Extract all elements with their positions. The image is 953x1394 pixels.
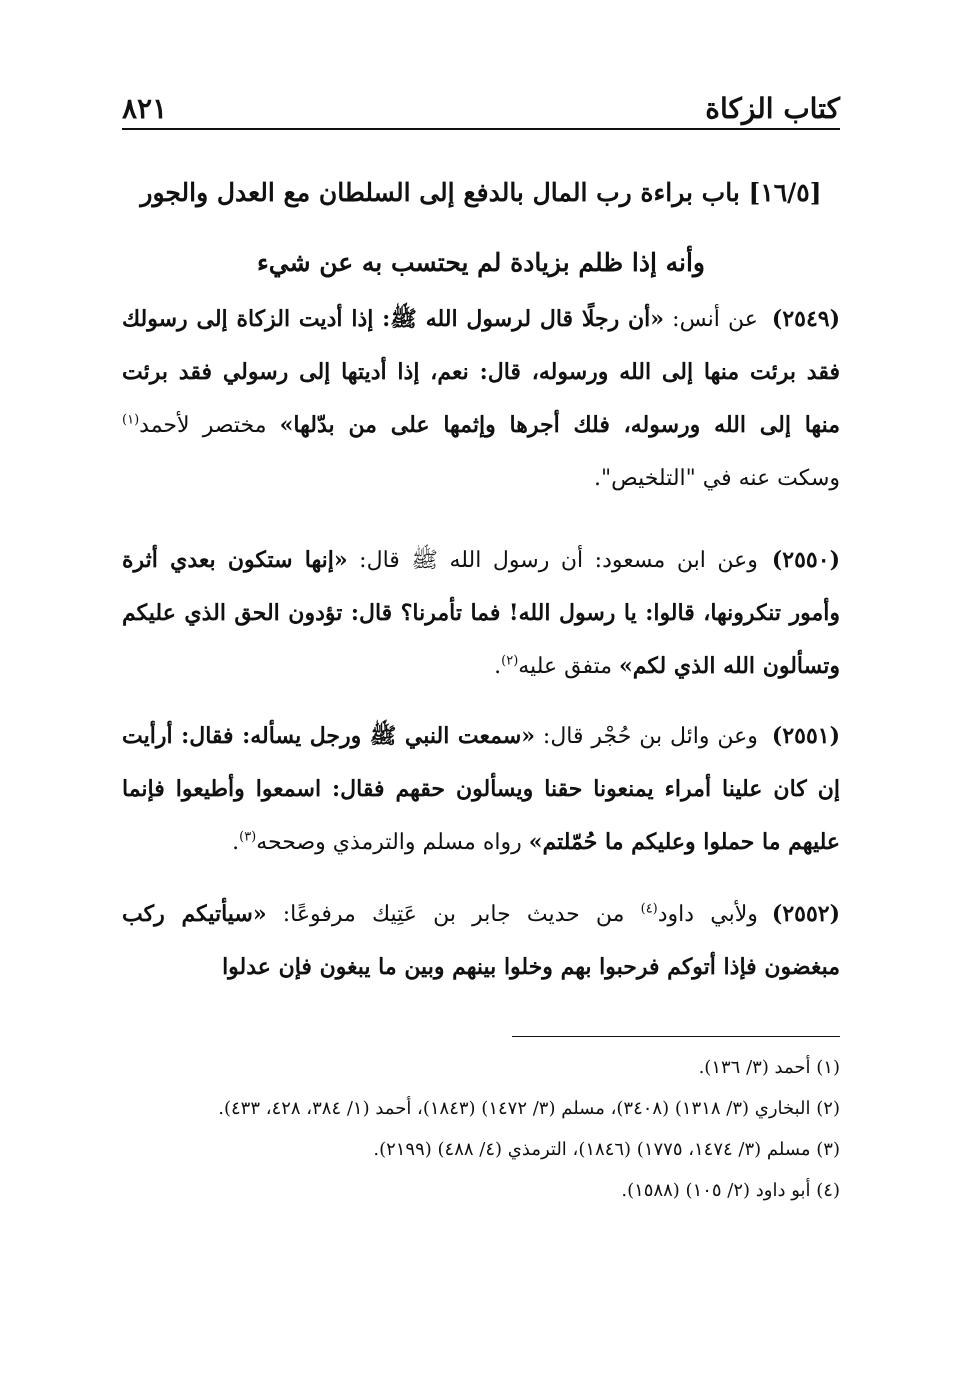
chapter-title-line-2: وأنه إذا ظلم بزيادة لم يحتسب به عن شيء: [257, 248, 705, 277]
hadith-source-tail: وسكت عنه في "التلخيص".: [594, 466, 840, 491]
hadith-source: متفق عليه: [518, 654, 619, 679]
hadith-source: رواه مسلم والترمذي وصححه: [256, 830, 529, 855]
hadith-paragraph: [122, 293, 840, 505]
hadith-text: «أن رجلًا قال لرسول الله ﷺ: إذا أديت الزكاة إلى رسولك فقد برئت منها إلى الله ورسوله، قال: نعم، إذا أديتها إلى رسولي فقد برئت منها إلى الله ورسوله، فلك أجرها وإثمها على من بدّلها»: [122, 306, 841, 438]
hadith-intro: عن أنس:: [664, 307, 758, 332]
hadith-number: (٢٥٥١): [771, 723, 840, 749]
footnote: (٣) مسلم (٣/ ١٤٧٤، ١٧٧٥) (١٨٤٦)، الترمذي (٤/ ٤٨٨) (٢١٩٩).: [373, 1139, 840, 1160]
footnote: (٤) أبو داود (٢/ ١٠٥) (١٥٨٨).: [621, 1180, 840, 1201]
hadith-intro-tail: من حديث جابر بن عَتِيك مرفوعًا:: [266, 902, 641, 927]
hadith-number: (٢٥٥٠): [771, 547, 840, 573]
footnote: (٢) البخاري (٣/ ١٣١٨) (٣٤٠٨)، مسلم (٣/ ١٤٧٢) (١٨٤٣)، أحمد (١/ ٣٨٤، ٤٢٨، ٤٣٣).: [218, 1098, 840, 1119]
hadith-source: مختصر لأحمد: [139, 413, 280, 438]
chapter-title: [122, 158, 840, 298]
footnotes: [122, 1050, 840, 1214]
hadith-number: (٢٥٥٢): [771, 901, 840, 927]
hadith-intro: ولأبي داود: [657, 902, 758, 927]
footnote-separator: [512, 1036, 840, 1037]
chapter-title-line-1: [١٦/٥] باب براءة رب المال بالدفع إلى السلطان مع العدل والجور: [140, 178, 822, 207]
running-header: [122, 92, 840, 130]
hadith-text: «إنها ستكون بعدي أثرة وأمور تنكرونها، قالوا: يا رسول الله! فما تأمرنا؟ قال: تؤدون الحق الذي عليكم وتسألون الله الذي لكم»: [122, 547, 840, 679]
hadith-number: (٢٥٤٩): [771, 306, 840, 332]
hadith-paragraph: [122, 534, 840, 693]
footnote-marker: (١): [122, 412, 140, 428]
footnote-marker: (٢): [501, 653, 519, 669]
hadith-source-tail: .: [494, 654, 502, 679]
hadith-source-tail: .: [232, 830, 240, 855]
hadith-intro: وعن وائل بن حُجْر قال:: [535, 724, 758, 749]
footnote: (١) أحمد (٣/ ١٣٦).: [698, 1057, 840, 1078]
hadith-text: «سيأتيكم ركب مبغضون فإذا أتوكم فرحبوا بهم وخلوا بينهم وبين ما يبغون فإن عدلوا: [122, 901, 840, 980]
hadith-text: «سمعت النبي ﷺ ورجل يسأله: فقال: أرأيت إن كان علينا أمراء يمنعونا حقنا ويسألون حقهم فقال: اسمعوا وأطيعوا فإنما عليهم ما حملوا وعليكم ما حُمّلتم»: [122, 723, 840, 855]
hadith-intro: وعن ابن مسعود: أن رسول الله ﷺ قال:: [347, 548, 758, 573]
book-title: كتاب الزكاة: [705, 92, 840, 125]
footnote-marker: (٣): [239, 829, 257, 845]
page-number: ٨٢١: [122, 92, 168, 125]
hadith-paragraph: [122, 710, 840, 869]
footnote-marker: (٤): [640, 901, 658, 917]
hadith-paragraph: [122, 888, 840, 994]
